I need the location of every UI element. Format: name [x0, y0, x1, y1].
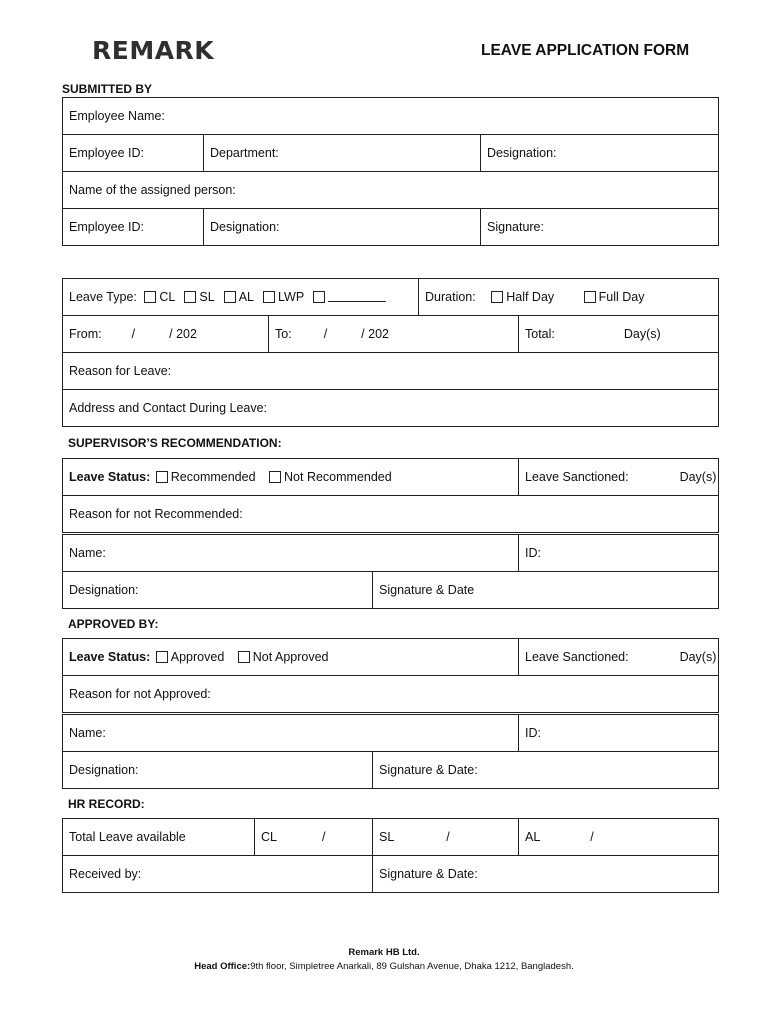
- approver-designation-field[interactable]: Designation:: [63, 752, 373, 789]
- hr-cl-field[interactable]: [255, 819, 373, 856]
- approver-id-field[interactable]: ID:: [519, 715, 719, 752]
- leave-type-other-checkbox[interactable]: [313, 291, 325, 303]
- supervisor-status-label: Leave Status:: [69, 470, 151, 484]
- supervisor-sanctioned-label: Leave Sanctioned:: [525, 470, 629, 484]
- assigned-employee-id-field[interactable]: Employee ID:: [63, 209, 204, 246]
- total-label: Total:: [525, 327, 555, 341]
- supervisor-designation-field[interactable]: Designation:: [63, 572, 373, 609]
- hr-signature-date-field[interactable]: Signature & Date:: [373, 856, 719, 893]
- footer-head-office-label: Head Office:: [194, 961, 251, 972]
- leave-type-other-blank[interactable]: [328, 291, 386, 302]
- to-slash: /: [323, 327, 328, 341]
- total-days-unit: Day(s): [623, 327, 661, 341]
- from-year: / 202: [169, 327, 197, 341]
- half-day-label: Half Day: [506, 290, 555, 304]
- assigned-designation-field[interactable]: Designation:: [204, 209, 481, 246]
- leave-type-lwp-checkbox[interactable]: [263, 291, 275, 303]
- approver-name-field[interactable]: Name:: [63, 715, 519, 752]
- section-label-submitted-by: SUBMITTED BY: [62, 82, 152, 96]
- approved-checkbox[interactable]: [156, 651, 168, 663]
- supervisor-name-field[interactable]: Name:: [63, 535, 519, 572]
- supervisor-status-cell: [63, 459, 519, 496]
- employee-id-field[interactable]: Employee ID:: [63, 135, 204, 172]
- section-label-approved-by: APPROVED BY:: [68, 617, 159, 631]
- recommended-checkbox[interactable]: [156, 471, 168, 483]
- approver-signature-date-field[interactable]: Signature & Date:: [373, 752, 719, 789]
- approval-sanctioned-label: Leave Sanctioned:: [525, 650, 629, 664]
- leave-details-table: [62, 278, 719, 316]
- hr-cl-slash: /: [321, 830, 326, 844]
- leave-type-lwp-label: LWP: [278, 290, 304, 304]
- approved-label: Approved: [170, 650, 225, 664]
- supervisor-signature-date-field[interactable]: Signature & Date: [373, 572, 719, 609]
- supervisor-table: [62, 458, 719, 533]
- leave-type-al-label: AL: [238, 290, 254, 304]
- not-approved-label: Not Approved: [252, 650, 329, 664]
- approved-table: [62, 638, 719, 713]
- not-approved-checkbox[interactable]: [238, 651, 250, 663]
- reason-not-recommended-field[interactable]: Reason for not Recommended:: [63, 496, 719, 533]
- approval-status-label: Leave Status:: [69, 650, 151, 664]
- hr-cl-label: CL: [261, 830, 277, 844]
- hr-al-label: AL: [525, 830, 541, 844]
- not-recommended-label: Not Recommended: [284, 470, 392, 484]
- section-label-supervisor: SUPERVISOR’S RECOMMENDATION:: [68, 436, 282, 450]
- signature-field[interactable]: Signature:: [481, 209, 719, 246]
- from-slash: /: [131, 327, 136, 341]
- supervisor-sanctioned-field[interactable]: [519, 459, 719, 496]
- full-day-label: Full Day: [598, 290, 645, 304]
- employee-name-field[interactable]: Employee Name:: [63, 98, 719, 135]
- footer-address-text: 9th floor, Simpletree Anarkali, 89 Gulshan Avenue, Dhaka 1212, Bangladesh.: [250, 961, 574, 972]
- hr-sl-field[interactable]: [373, 819, 519, 856]
- to-label: To:: [275, 327, 292, 341]
- company-logo: [92, 36, 214, 65]
- hr-al-slash: /: [590, 830, 594, 844]
- approval-sanctioned-field[interactable]: [519, 639, 719, 676]
- duration-cell: [419, 279, 719, 316]
- department-field[interactable]: Department:: [204, 135, 481, 172]
- hr-sl-label: SL: [379, 830, 395, 844]
- supervisor-id-field[interactable]: ID:: [519, 535, 719, 572]
- total-days-field[interactable]: [519, 316, 719, 353]
- form-title: LEAVE APPLICATION FORM: [481, 42, 690, 59]
- not-recommended-checkbox[interactable]: [269, 471, 281, 483]
- to-date-field[interactable]: [269, 316, 519, 353]
- duration-label: Duration:: [425, 290, 476, 304]
- reason-for-leave-field[interactable]: Reason for Leave:: [63, 353, 719, 390]
- leave-dates-table: [62, 315, 719, 427]
- supervisor-days-unit: Day(s): [679, 470, 717, 484]
- leave-type-sl-label: SL: [199, 290, 215, 304]
- full-day-checkbox[interactable]: [584, 291, 596, 303]
- hr-al-field[interactable]: [519, 819, 719, 856]
- recommended-label: Recommended: [170, 470, 256, 484]
- section-label-hr-record: HR RECORD:: [68, 797, 145, 811]
- total-leave-available-label: Total Leave available: [63, 819, 255, 856]
- from-label: From:: [69, 327, 102, 341]
- approver-sign-table: [62, 714, 719, 789]
- supervisor-sign-table: [62, 534, 719, 609]
- approval-status-cell: [63, 639, 519, 676]
- leave-type-sl-checkbox[interactable]: [184, 291, 196, 303]
- hr-sl-slash: /: [446, 830, 450, 844]
- approval-days-unit: Day(s): [679, 650, 717, 664]
- footer-address: [0, 961, 768, 972]
- half-day-checkbox[interactable]: [491, 291, 503, 303]
- leave-type-cl-label: CL: [159, 290, 175, 304]
- address-contact-field[interactable]: Address and Contact During Leave:: [63, 390, 719, 427]
- footer-company: Remark HB Ltd.: [348, 947, 420, 958]
- from-date-field[interactable]: [63, 316, 269, 353]
- to-year: / 202: [361, 327, 389, 341]
- submitted-by-table: [62, 97, 719, 246]
- leave-type-cell: [63, 279, 419, 316]
- hr-record-table: [62, 818, 719, 893]
- reason-not-approved-field[interactable]: Reason for not Approved:: [63, 676, 719, 713]
- leave-type-label: Leave Type:: [69, 290, 137, 304]
- leave-type-al-checkbox[interactable]: [224, 291, 236, 303]
- designation-field[interactable]: Designation:: [481, 135, 719, 172]
- leave-type-cl-checkbox[interactable]: [144, 291, 156, 303]
- assigned-person-field[interactable]: Name of the assigned person:: [63, 172, 719, 209]
- logo-text: REMARK: [92, 36, 215, 65]
- received-by-field[interactable]: Received by:: [63, 856, 373, 893]
